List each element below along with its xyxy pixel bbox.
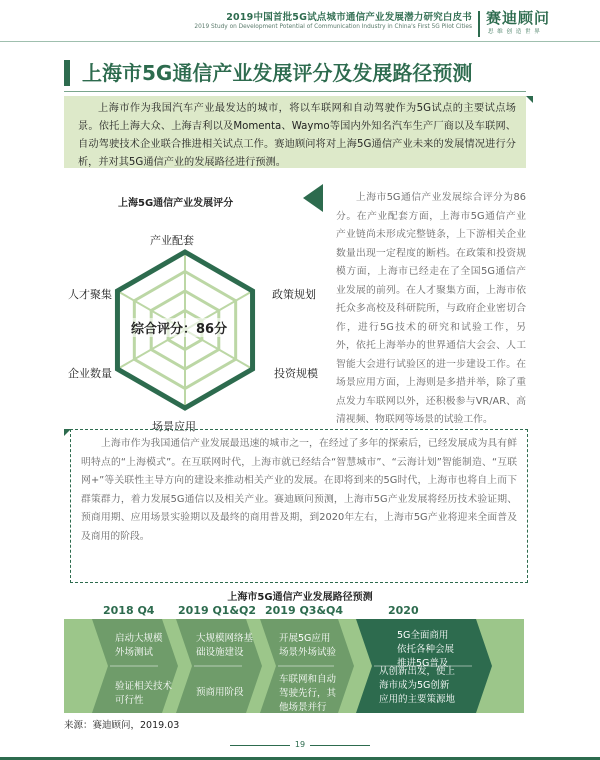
phase-4-bottom-text: 从创新出发，使上 海市成为5G创新 应用的主要策源地 [379,666,456,705]
phase-label: 2019 Q1&Q2 [178,604,257,617]
page-number-rule-right [310,745,370,746]
section-title: 上海市5G通信产业发展评分及发展路径预测 [82,61,473,85]
phase-label: 2018 Q4 [103,604,155,617]
brand-tagline: 思 维 创 造 世 界 [488,29,541,35]
phase-2-top-text: 大规模网络基 础设施建设 [196,633,254,658]
radar-axis-label: 政策规划 [272,288,316,301]
phase-label: 2020 [388,604,419,617]
phase-3-bottom-text: 车联网和自动 驾驶先行，其 他场景并行 [279,674,337,713]
score-analysis-text: 上海市5G通信产业发展综合评分为86分。在产业配套方面，上海市5G通信产业产业链尚未形成完整链条，上下游相关企业数量出现一定程度的断档。在政策和投资规模方面，上海市已经走在了全国5G通信产业发展的前列。在人才聚集方面，上海市依托众多高校及科研院所，与政府企业密切合作，进行5G技术的研究和试验工作，另外，依托上海举办的世界通信大会会、人工智能大会进行试验区的进一步建设工作。在场景应用方面，上海则是多措并举，除了重点发力车联网以外，还积极参与VR/AR、高清视频、物联网等场景的试验工作。 [336,192,526,425]
header-divider [478,11,480,37]
overall-score: 综合评分：86分 [129,318,229,337]
roadmap-title: 上海市5G通信产业发展路径预测 [227,592,373,603]
intro-corner-decoration [526,96,533,103]
phase-label: 2019 Q3&Q4 [265,604,344,617]
phase-3-top-text: 开展5G应用 场景外场试验 [279,633,337,658]
header-title: 2019中国首批5G试点城市通信产业发展潜力研究白皮书 [226,12,472,23]
shanghai-model-paragraph: 上海市作为我国通信产业发展最迅速的城市之一，在经过了多年的探索后，已经发展成为具有鲜明特点的“上海模式”。在互联网时代，上海市就已经结合“智慧城市”、“云海计划”智能制造、“互联网+”等关联性主导方向的建设来推动相关产业的发展。在即将到来的5G时代，上海市也将自上而下群策群力，着力发展5G通信以及相关产业。赛迪顾问预测，上海市5G产业发展将经历技术验证期、预商用期、应用场景实验期以及最终的商用普及期，到2020年左右，上海市5G产业将迎来全面普及及商用的阶段。 [70,429,528,583]
source-note: 来源：赛迪顾问，2019.03 [64,720,180,731]
radar-axis-label: 场景应用 [152,420,196,433]
radar-axis-label: 产业配套 [150,234,194,247]
page-number: 19 [294,740,306,749]
header-rule [0,41,600,42]
title-accent-bar [64,60,70,86]
phase-2-bottom-text: 预商用阶段 [196,687,244,698]
phase-1-bottom-text: 验证相关技术 可行性 [115,681,173,706]
radar-axis-label: 人才聚集 [68,288,112,301]
brand-logo: 赛迪顾问 [486,9,551,27]
title-underline [64,91,526,92]
dashed-box-corner-decoration [64,429,71,436]
intro-paragraph: 上海市作为我国汽车产业最发达的城市，将以车联网和自动驾驶作为5G试点的主要试点场景。依托上海大众、上海吉利以及Momenta、Waymo等国内外知名汽车生产厂商以及车联网、自动驾驶技术企业联合推进相关试点工作。赛迪顾问将对上海5G通信产业未来的发展情况进行分析，并对其5G通信产业的发展路径进行预测。 [64,96,526,168]
radar-axis-label: 投资规模 [274,367,318,380]
phase-1-top-text: 启动大规模 外场测试 [115,633,163,658]
radar-title: 上海5G通信产业发展评分 [118,198,234,209]
header-subtitle: 2019 Study on Development Potential of Communication Industry in China's First 5G Pilot Cities [194,24,472,30]
side-pointer-decoration [303,184,323,212]
phase-4-top-text: 5G全面商用 依托各种会展 推进5G普及 [397,630,455,669]
radar-axis-label: 企业数量 [68,367,112,380]
